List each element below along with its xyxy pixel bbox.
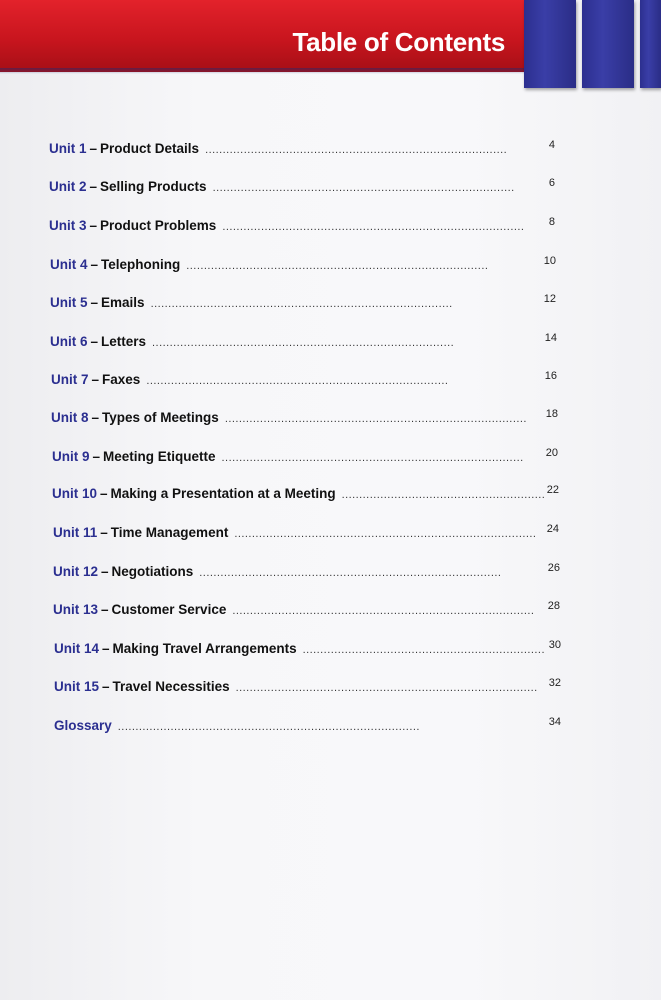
toc-page-number: 18 [545,408,558,420]
toc-page-number: 24 [546,523,559,535]
toc-entry-unit-4 [50,257,556,277]
toc-dash: – [90,295,99,310]
toc-topic: Types of Meetings [102,410,219,425]
toc-entry-unit-12 [53,564,560,584]
toc-dot-leader [222,452,543,464]
toc-page-number: 30 [548,639,561,651]
toc-dash: – [92,449,101,464]
toc-unit-label: Unit 10 [52,486,98,501]
toc-topic: Travel Necessities [112,679,230,694]
toc-topic: Making Travel Arrangements [112,641,297,656]
toc-page-number: 4 [548,139,555,151]
toc-unit-label: Unit 15 [54,679,100,694]
toc-entry-unit-5 [50,295,556,315]
toc-topic: Product Problems [100,218,217,233]
toc-entry-unit-14 [54,641,561,661]
toc-entry-unit-10 [52,486,559,506]
page-title: Table of Contents [292,27,505,57]
toc-topic: Letters [101,334,147,349]
toc-dot-leader [213,182,546,194]
toc-dot-leader [232,605,544,617]
toc-unit-label: Unit 14 [54,641,100,656]
toc-topic: Meeting Etiquette [103,449,216,464]
toc-unit-label: Unit 7 [51,372,89,387]
toc-dot-leader [205,144,546,156]
toc-dot-leader [225,413,543,425]
toc-dot-leader [152,337,542,349]
toc-page-number: 6 [548,177,555,189]
toc-page-number: 26 [547,562,560,574]
toc-dash: – [90,257,99,272]
toc-unit-label: Unit 6 [50,334,88,349]
toc-dot-leader [199,567,544,579]
toc-topic: Product Details [100,141,200,156]
toc-topic: Emails [101,295,145,310]
toc-entry-unit-13 [53,602,560,622]
toc-topic: Time Management [110,525,229,540]
toc-entry-unit-2 [49,179,555,199]
toc-topic: Faxes [102,372,141,387]
toc-unit-label: Unit 12 [53,564,99,579]
toc-dot-leader [146,375,541,387]
toc-dot-leader [151,298,541,310]
toc-topic: Selling Products [100,179,207,194]
toc-dot-leader [303,644,546,656]
toc-page-number: 20 [545,447,558,459]
toc-dot-leader [234,528,543,540]
toc-page-number: 8 [548,216,555,228]
toc-dot-leader [186,260,540,272]
toc-entry-unit-7 [51,372,557,392]
toc-entry-unit-3 [49,218,555,238]
toc-topic: Telephoning [101,257,181,272]
toc-dot-leader [222,221,546,233]
toc-dash: – [91,410,100,425]
toc-entry-unit-8 [51,410,558,430]
toc-dash: – [100,525,108,540]
toc-entry-glossary [54,718,561,738]
toc-unit-label: Glossary [54,718,112,733]
toc-dash: – [102,641,110,656]
toc-unit-label: Unit 1 [49,141,87,156]
toc-dot-leader [118,721,546,733]
toc-dash: – [91,372,100,387]
toc-unit-label: Unit 8 [51,410,89,425]
toc-page-number: 22 [546,484,559,496]
toc-entry-unit-6 [50,334,557,354]
toc-dash: – [89,179,98,194]
toc-entry-unit-9 [52,449,558,469]
toc-page-number: 16 [544,370,557,382]
toc-page-number: 34 [548,716,561,728]
toc-page-number: 32 [548,677,561,689]
toc-entry-unit-11 [53,525,559,545]
toc-dash: – [89,218,98,233]
toc-page-number: 14 [544,332,557,344]
toc-dash: – [90,334,99,349]
toc-dash: – [101,602,109,617]
toc-dash: – [102,679,110,694]
toc-page-number: 12 [543,293,556,305]
toc-dash: – [100,486,108,501]
toc-dash: – [101,564,109,579]
toc-unit-label: Unit 5 [50,295,88,310]
toc-entry-unit-15 [54,679,561,699]
toc-dot-leader [342,489,544,501]
toc-topic: Negotiations [111,564,194,579]
toc-unit-label: Unit 3 [49,218,87,233]
toc-entry-unit-1 [49,141,555,161]
toc-unit-label: Unit 9 [52,449,90,464]
toc-unit-label: Unit 2 [49,179,87,194]
toc-topic: Customer Service [111,602,227,617]
toc-page-number: 10 [543,255,556,267]
toc-unit-label: Unit 13 [53,602,99,617]
toc-topic: Making a Presentation at a Meeting [110,486,336,501]
toc-page-number: 28 [547,600,560,612]
toc-unit-label: Unit 4 [50,257,88,272]
toc-unit-label: Unit 11 [53,525,98,540]
toc-dash: – [89,141,98,156]
toc-dot-leader [236,682,546,694]
